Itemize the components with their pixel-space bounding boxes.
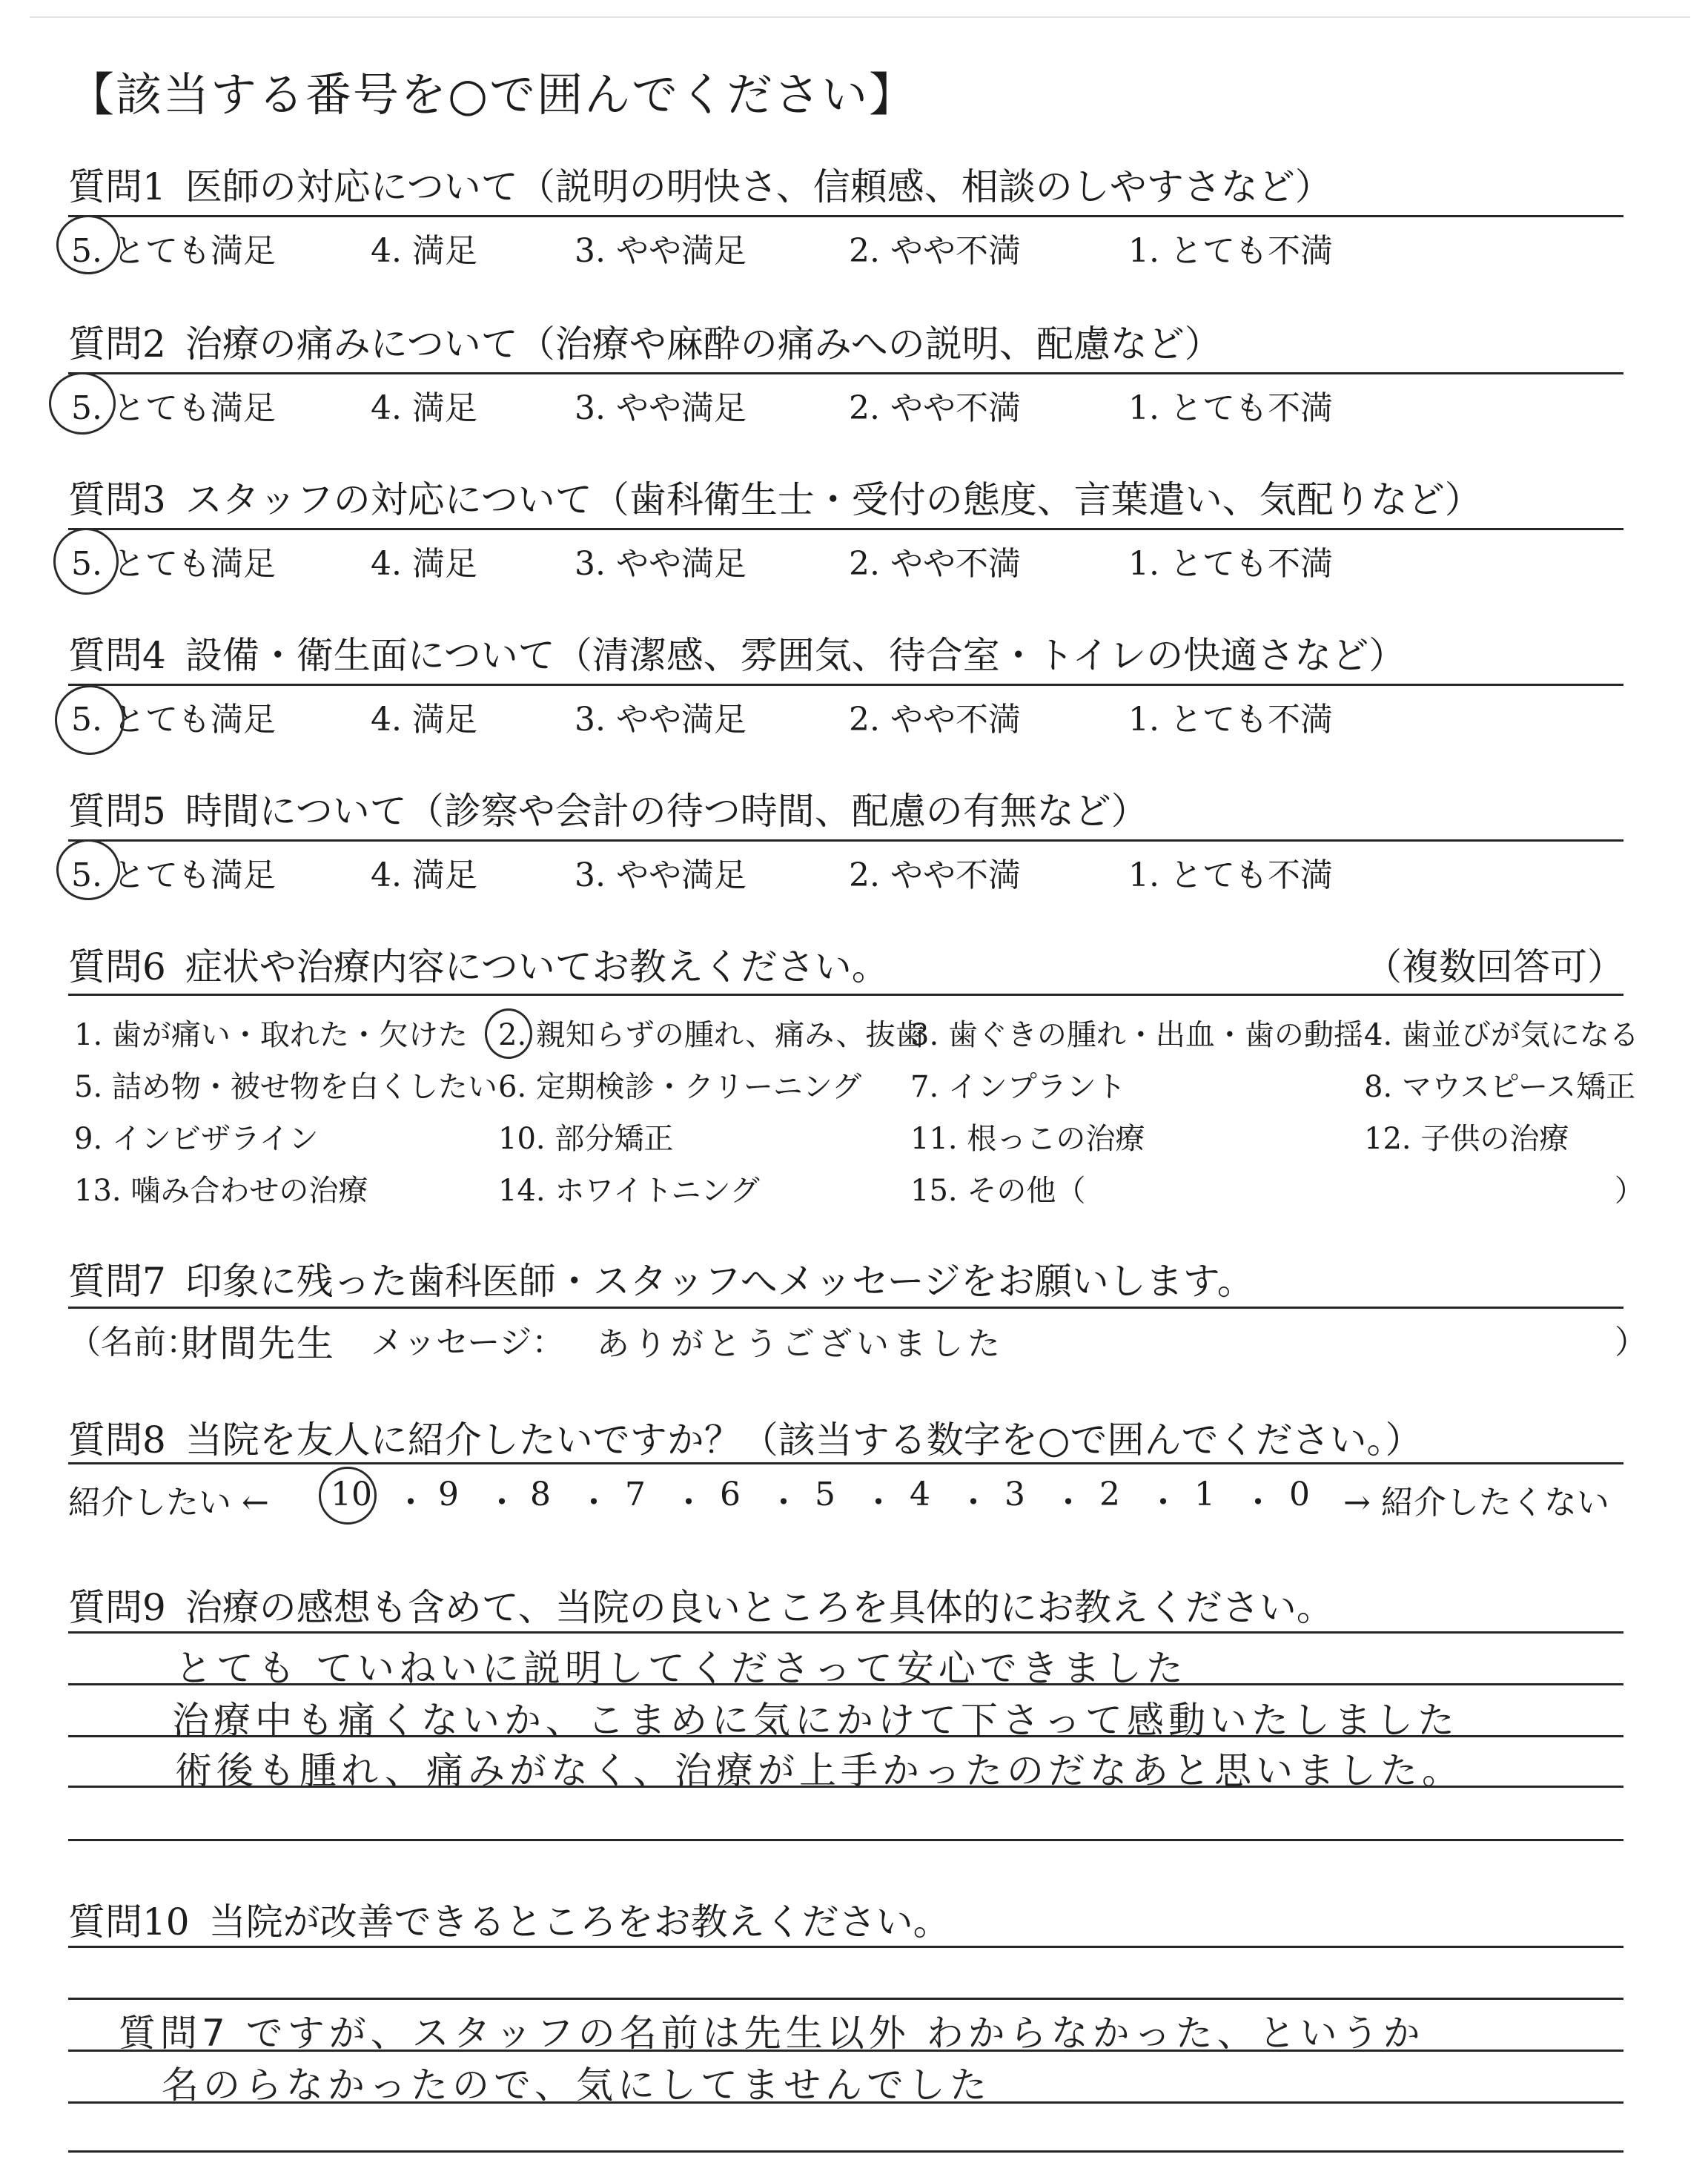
- q6-other-close: ）: [1615, 1174, 1644, 1208]
- scale-dot: ・: [1242, 1484, 1274, 1522]
- selection-circle: [56, 215, 120, 274]
- question-text: 医師の対応について（説明の明快さ、信頼感、相談のしやすさなど）: [185, 165, 1332, 208]
- question-text: 治療の痛みについて（治療や麻酔の痛みへの説明、配慮など）: [185, 323, 1222, 366]
- selection-circle: [319, 1467, 377, 1525]
- q6-choice-2[interactable]: 2. 親知らずの腫れ、痛み、抜歯: [498, 1018, 925, 1052]
- scale-5[interactable]: 5: [815, 1476, 835, 1513]
- selection-circle: [56, 839, 120, 900]
- page-title: 【該当する番号を○で囲んでください】: [68, 67, 917, 122]
- scale-dot: ・: [486, 1484, 518, 1522]
- question-number: 質問8: [68, 1418, 166, 1462]
- q6-choice-15[interactable]: 15. その他（: [910, 1174, 1086, 1208]
- scale-4[interactable]: 4: [910, 1476, 930, 1513]
- q6-choice-8[interactable]: 8. マウスピース矯正: [1364, 1070, 1636, 1104]
- q6-choice-14[interactable]: 14. ホワイトニング: [498, 1174, 760, 1208]
- question-text: 時間について（診察や会計の待つ時間、配慮の有無など）: [185, 790, 1148, 833]
- q6-choice-9[interactable]: 9. インビザライン: [74, 1122, 319, 1156]
- scale-7[interactable]: 7: [625, 1476, 646, 1513]
- selection-circle: [485, 1008, 532, 1059]
- q5-option-4[interactable]: 4. 満足: [371, 856, 477, 894]
- q10-answer-line-1: 質問7 ですが、スタッフの名前は先生以外 わからなかった、というか: [119, 2012, 1425, 2055]
- divider: [68, 1462, 1623, 1464]
- q1-option-3[interactable]: 3. やや満足: [575, 232, 747, 270]
- answer-rule: [68, 2150, 1623, 2153]
- q1-option-2[interactable]: 2. やや不満: [849, 232, 1021, 270]
- q6-choice-11[interactable]: 11. 根っこの治療: [910, 1122, 1145, 1156]
- scale-dot: ・: [672, 1484, 705, 1522]
- recommend-left-label: 紹介したい ←: [68, 1484, 269, 1522]
- scale-2[interactable]: 2: [1099, 1476, 1120, 1513]
- divider: [68, 839, 1623, 842]
- question-number: 質問10: [68, 1900, 190, 1943]
- scale-dot: ・: [862, 1484, 895, 1522]
- q2-option-3[interactable]: 3. やや満足: [575, 389, 747, 427]
- question-text: 症状や治療内容についてお教えください。: [185, 945, 889, 988]
- handwritten-name: 財間先生: [181, 1322, 335, 1365]
- answer-rule: [68, 1786, 1623, 1788]
- question-1: [68, 157, 1332, 211]
- question-number: 質問3: [68, 478, 166, 521]
- q2-option-4[interactable]: 4. 満足: [371, 389, 477, 427]
- q9-answer-line-2: 治療中も痛くないか、こまめに気にかけて下さって感動いたしました: [172, 1699, 1459, 1742]
- q5-option-1[interactable]: 1. とても不満: [1128, 856, 1333, 894]
- answer-rule: [68, 1735, 1623, 1737]
- divider: [68, 1631, 1623, 1634]
- divider: [68, 528, 1623, 530]
- scale-8[interactable]: 8: [530, 1476, 551, 1513]
- q2-option-1[interactable]: 1. とても不満: [1128, 389, 1333, 427]
- question-5: [68, 782, 1148, 835]
- top-edge: [30, 16, 1690, 18]
- q6-choice-4[interactable]: 4. 歯並びが気になる: [1364, 1018, 1639, 1052]
- question-number: 質問7: [68, 1260, 166, 1303]
- question-7: [68, 1252, 1254, 1305]
- selection-circle: [55, 685, 125, 755]
- multiple-answers-hint: （複数回答可）: [1365, 945, 1624, 988]
- scale-6[interactable]: 6: [720, 1476, 741, 1513]
- divider: [68, 1307, 1623, 1309]
- divider: [68, 1946, 1623, 1948]
- q6-choice-7[interactable]: 7. インプラント: [910, 1070, 1126, 1104]
- q6-choice-5[interactable]: 5. 詰め物・被せ物を白くしたい: [74, 1070, 497, 1104]
- q4-option-2[interactable]: 2. やや不満: [849, 701, 1021, 739]
- scale-dot: ・: [957, 1484, 990, 1522]
- answer-rule: [68, 1839, 1623, 1841]
- q6-choice-10[interactable]: 10. 部分矯正: [498, 1122, 674, 1156]
- divider: [68, 372, 1623, 374]
- message-label: メッセージ：: [371, 1324, 565, 1361]
- question-number: 質問4: [68, 634, 166, 677]
- question-text: 印象に残った歯科医師・スタッフへメッセージをお願いします。: [185, 1260, 1254, 1303]
- scale-0[interactable]: 0: [1289, 1476, 1310, 1513]
- scale-10[interactable]: 10: [331, 1476, 372, 1513]
- selection-circle: [53, 528, 119, 595]
- answer-rule: [68, 2050, 1623, 2052]
- q5-option-5[interactable]: 5. とても満足: [71, 856, 276, 894]
- selection-circle: [49, 372, 116, 435]
- question-text: スタッフの対応について（歯科衛生士・受付の態度、言葉遣い、気配りなど）: [185, 478, 1482, 521]
- q3-option-1[interactable]: 1. とても不満: [1128, 545, 1333, 583]
- question-text: 当院を友人に紹介したいですか？（該当する数字を○で囲んでください。）: [185, 1418, 1423, 1462]
- scale-dot: ・: [394, 1484, 427, 1522]
- q5-option-2[interactable]: 2. やや不満: [849, 856, 1021, 894]
- divider: [68, 684, 1623, 686]
- question-number: 質問2: [68, 323, 166, 366]
- q6-choice-13[interactable]: 13. 噛み合わせの治療: [74, 1174, 368, 1208]
- q6-choice-3[interactable]: 3. 歯ぐきの腫れ・出血・歯の動揺: [910, 1018, 1363, 1052]
- q5-option-3[interactable]: 3. やや満足: [575, 856, 747, 894]
- q10-answer-line-2: 名のらなかったので、気にしてませんでした: [162, 2064, 991, 2107]
- q3-option-4[interactable]: 4. 満足: [371, 545, 477, 583]
- handwritten-message: ありがとうございました: [597, 1325, 1004, 1363]
- name-label: （名前：: [68, 1324, 199, 1361]
- q6-choice-1[interactable]: 1. 歯が痛い・取れた・欠けた: [74, 1018, 468, 1052]
- scale-1[interactable]: 1: [1194, 1476, 1215, 1513]
- q9-answer-line-3: 術後も腫れ、痛みがなく、治療が上手かったのだなあと思いました。: [175, 1749, 1463, 1792]
- question-number: 質問9: [68, 1586, 166, 1629]
- scale-dot: ・: [1052, 1484, 1085, 1522]
- question-6: [68, 937, 1623, 991]
- divider: [68, 215, 1623, 217]
- question-text: 当院が改善できるところをお教えください。: [208, 1900, 950, 1943]
- scale-9[interactable]: 9: [438, 1476, 459, 1513]
- q4-option-3[interactable]: 3. やや満足: [575, 701, 747, 739]
- message-close: ）: [1615, 1324, 1647, 1361]
- scale-dot: ・: [767, 1484, 800, 1522]
- question-9: [68, 1578, 1334, 1631]
- q1-option-5[interactable]: 5. とても満足: [71, 232, 276, 270]
- q4-option-1[interactable]: 1. とても不満: [1128, 701, 1333, 739]
- question-text: 治療の感想も含めて、当院の良いところを具体的にお教えください。: [185, 1586, 1334, 1629]
- q2-option-5[interactable]: 5. とても満足: [71, 389, 276, 427]
- question-number: 質問6: [68, 945, 166, 988]
- q4-option-5[interactable]: 5. とても満足: [71, 701, 276, 739]
- question-8: [68, 1410, 1422, 1464]
- q3-option-2[interactable]: 2. やや不満: [849, 545, 1021, 583]
- question-number: 質問5: [68, 790, 166, 833]
- question-number: 質問1: [68, 165, 166, 208]
- recommend-right-label: → 紹介したくない: [1343, 1484, 1609, 1522]
- divider: [68, 994, 1623, 996]
- q6-choice-12[interactable]: 12. 子供の治療: [1364, 1122, 1569, 1156]
- scale-dot: ・: [1147, 1484, 1179, 1522]
- q9-answer-line-1: とても ていねいに説明してくださって安心できました: [175, 1647, 1188, 1690]
- question-2: [68, 314, 1222, 368]
- answer-rule: [68, 2101, 1623, 2104]
- q3-option-3[interactable]: 3. やや満足: [575, 545, 747, 583]
- scale-3[interactable]: 3: [1004, 1476, 1025, 1513]
- q3-option-5[interactable]: 5. とても満足: [71, 545, 276, 583]
- question-4: [68, 626, 1406, 679]
- question-text: 設備・衛生面について（清潔感、雰囲気、待合室・トイレの快適さなど）: [185, 634, 1406, 677]
- answer-rule: [68, 1683, 1623, 1685]
- question-10: [68, 1892, 950, 1946]
- q2-option-2[interactable]: 2. やや不満: [849, 389, 1021, 427]
- answer-rule: [68, 1998, 1623, 2000]
- scale-dot: ・: [577, 1484, 610, 1522]
- question-3: [68, 470, 1482, 524]
- q4-option-4[interactable]: 4. 満足: [371, 701, 477, 739]
- q6-choice-6[interactable]: 6. 定期検診・クリーニング: [498, 1070, 862, 1104]
- q1-option-1[interactable]: 1. とても不満: [1128, 232, 1333, 270]
- q1-option-4[interactable]: 4. 満足: [371, 232, 477, 270]
